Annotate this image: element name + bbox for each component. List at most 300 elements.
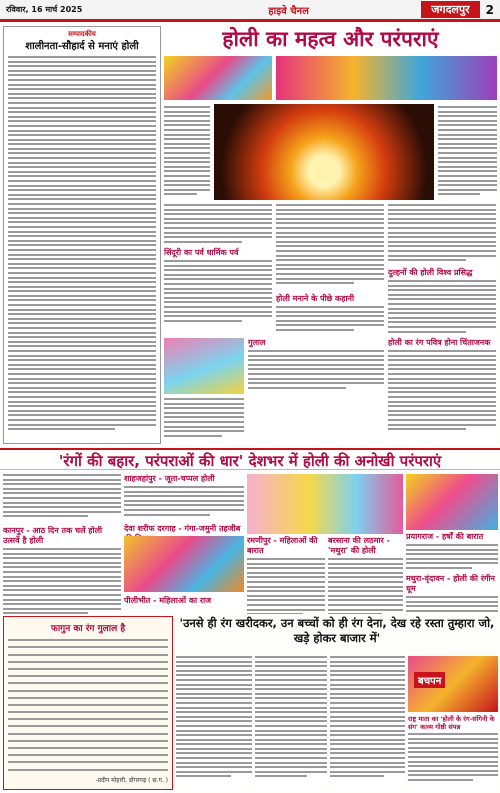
text-line	[164, 166, 210, 168]
text-line	[8, 212, 156, 214]
text-line	[176, 725, 252, 727]
page-number: 2	[485, 2, 494, 17]
poem-line	[8, 646, 168, 648]
text-line	[8, 378, 156, 380]
text-line	[388, 317, 496, 319]
text-line	[3, 479, 121, 481]
holi-column-1c	[164, 260, 272, 322]
text-line	[388, 350, 496, 352]
text-line	[276, 320, 384, 322]
text-line	[3, 571, 121, 573]
text-line	[8, 396, 156, 398]
text-line	[406, 567, 472, 569]
poem-line	[8, 654, 168, 656]
text-line	[255, 766, 327, 768]
text-line	[330, 716, 405, 718]
holi-photo-colors	[164, 56, 272, 100]
text-line	[3, 506, 121, 508]
text-line	[3, 548, 121, 550]
text-line	[438, 189, 497, 191]
text-line	[330, 684, 405, 686]
text-line	[408, 751, 498, 753]
text-line	[8, 116, 156, 118]
text-line	[438, 120, 497, 122]
subhead-story: होली मनाने के पीछे कहानी	[276, 294, 355, 303]
text-line	[8, 424, 156, 426]
text-line	[388, 382, 496, 384]
text-line	[276, 232, 384, 234]
text-line	[330, 775, 384, 777]
text-line	[255, 661, 327, 663]
text-line	[330, 748, 405, 750]
text-line	[176, 661, 252, 663]
text-line	[276, 306, 384, 308]
text-line	[164, 222, 272, 224]
holi-column-2	[276, 204, 384, 284]
text-line	[388, 419, 496, 421]
text-line	[176, 711, 252, 713]
text-line	[3, 511, 121, 513]
text-line	[276, 324, 384, 326]
text-line	[164, 209, 272, 211]
text-line	[8, 84, 156, 86]
text-line	[8, 410, 156, 412]
traditions-headline: 'रंगों की बहार, परंपराओं की धार' देशभर में होली की अनोखी परंपराएं	[58, 452, 442, 470]
text-line	[408, 742, 498, 744]
text-line	[255, 762, 327, 764]
text-line	[3, 483, 121, 485]
text-line	[164, 416, 244, 418]
text-line	[406, 610, 498, 612]
text-line	[276, 255, 384, 257]
text-line	[276, 222, 384, 224]
text-line	[330, 665, 405, 667]
quote-column-3	[330, 656, 405, 790]
poem-line	[8, 668, 168, 670]
section-intro	[3, 474, 121, 524]
text-line	[408, 733, 498, 735]
text-line	[8, 263, 156, 265]
text-line	[247, 567, 325, 569]
text-line	[388, 396, 496, 398]
text-line	[388, 204, 496, 206]
text-line	[406, 558, 498, 560]
text-line	[255, 688, 327, 690]
text-line	[8, 88, 156, 90]
text-line	[164, 227, 272, 229]
text-line	[8, 93, 156, 95]
poem-line	[8, 740, 168, 742]
text-line	[8, 157, 156, 159]
text-line	[438, 106, 497, 108]
text-line	[388, 285, 496, 287]
poem-line	[8, 697, 168, 699]
text-line	[255, 771, 327, 773]
holi-column-1	[164, 106, 210, 195]
text-line	[164, 301, 272, 303]
text-line	[328, 609, 403, 611]
text-line	[388, 218, 496, 220]
text-line	[8, 322, 156, 324]
text-line	[276, 315, 384, 317]
text-line	[388, 222, 496, 224]
text-line	[438, 184, 497, 186]
holi-column-4	[438, 106, 497, 195]
text-line	[176, 752, 252, 754]
text-line	[8, 341, 156, 343]
text-line	[388, 373, 496, 375]
text-line	[276, 241, 384, 243]
text-line	[8, 281, 156, 283]
text-line	[248, 378, 384, 380]
text-line	[164, 204, 272, 206]
text-line	[408, 738, 498, 740]
text-line	[8, 364, 156, 366]
holi-celebration-photo	[406, 474, 498, 530]
text-line	[388, 364, 496, 366]
text-line	[255, 734, 327, 736]
text-line	[328, 613, 382, 614]
section-ramnipur-title: रमणीपुर - महिलाओं की बारात	[247, 536, 318, 555]
text-line	[124, 504, 244, 506]
section-dewa-sharif-title: देवा शरीफ दरगाह - गंगा-जमुनी तहजीब	[124, 524, 241, 533]
text-line	[8, 244, 156, 246]
text-line	[276, 311, 384, 313]
text-line	[330, 725, 405, 727]
text-line	[328, 599, 403, 601]
text-line	[8, 194, 156, 196]
text-line	[388, 298, 496, 300]
text-line	[176, 720, 252, 722]
text-line	[8, 152, 156, 154]
text-line	[164, 189, 210, 191]
text-line	[255, 670, 327, 672]
text-line	[388, 232, 496, 234]
text-line	[3, 603, 121, 605]
text-line	[328, 581, 403, 583]
text-line	[276, 329, 354, 331]
text-line	[388, 387, 496, 389]
text-line	[176, 665, 252, 667]
text-line	[164, 120, 210, 122]
text-line	[388, 331, 466, 333]
text-line	[164, 311, 272, 313]
text-line	[255, 679, 327, 681]
text-line	[406, 553, 498, 555]
text-line	[164, 143, 210, 145]
subhead-concern: होली का रंग पवित्र होना चिंताजनक	[388, 338, 491, 347]
text-line	[248, 387, 346, 389]
text-line	[408, 770, 498, 772]
text-line	[164, 111, 210, 113]
text-line	[176, 757, 252, 759]
text-line	[164, 297, 272, 299]
text-line	[8, 428, 115, 430]
text-line	[255, 757, 327, 759]
text-line	[8, 267, 156, 269]
text-line	[276, 259, 384, 261]
text-line	[8, 74, 156, 76]
poem-lines	[8, 639, 168, 770]
text-line	[408, 774, 498, 776]
text-line	[8, 249, 156, 251]
text-line	[8, 231, 156, 233]
text-line	[247, 599, 325, 601]
text-line	[388, 236, 496, 238]
text-line	[248, 364, 384, 366]
text-line	[330, 743, 405, 745]
text-line	[8, 120, 156, 122]
masthead	[0, 0, 500, 22]
text-line	[8, 401, 156, 403]
text-line	[176, 716, 252, 718]
holi-photo-gulal	[164, 338, 244, 394]
text-line	[247, 572, 325, 574]
section-top-right	[406, 474, 498, 530]
text-line	[330, 707, 405, 709]
text-line	[176, 707, 252, 709]
text-line	[8, 217, 156, 219]
subhead-gulal: गुलाल	[248, 338, 266, 347]
text-line	[247, 558, 325, 560]
edition-city: जगदलपुर	[421, 1, 479, 18]
text-line	[406, 549, 498, 551]
text-line	[408, 747, 498, 749]
text-line	[3, 612, 88, 614]
text-line	[3, 576, 121, 578]
text-line	[164, 236, 272, 238]
text-line	[438, 147, 497, 149]
text-line	[328, 558, 403, 560]
text-line	[276, 245, 384, 247]
text-line	[8, 368, 156, 370]
text-line	[8, 359, 156, 361]
text-line	[388, 321, 496, 323]
section-barsana-title: बरसाना की लठमार - 'मथुरा' की होली	[328, 536, 390, 555]
text-line	[176, 693, 252, 695]
kavya-goshthi-badge: बचपन	[414, 672, 445, 688]
text-line	[164, 193, 197, 195]
text-line	[124, 491, 244, 493]
text-line	[388, 378, 496, 380]
kavya-goshthi-box	[408, 656, 498, 790]
text-line	[164, 138, 210, 140]
text-line	[328, 576, 403, 578]
text-line	[8, 286, 156, 288]
text-line	[247, 609, 325, 611]
text-line	[388, 213, 496, 215]
text-line	[164, 407, 244, 409]
text-line	[8, 277, 156, 279]
text-line	[176, 697, 252, 699]
text-line	[3, 599, 121, 601]
text-line	[3, 497, 121, 499]
text-line	[248, 373, 384, 375]
text-line	[8, 70, 156, 72]
text-line	[164, 398, 244, 400]
quote-column-2	[255, 656, 327, 790]
text-line	[438, 170, 497, 172]
text-line	[164, 426, 244, 428]
text-line	[8, 143, 156, 145]
text-line	[164, 129, 210, 131]
poem-line	[8, 769, 168, 771]
text-line	[8, 391, 156, 393]
text-line	[388, 359, 496, 361]
subhead-sindoor: सिंदूरी का पर्व धार्मिक पर्व	[164, 248, 239, 257]
text-line	[164, 430, 244, 432]
quote-headline-box	[176, 616, 498, 652]
kavya-goshthi-photo	[408, 656, 498, 712]
text-line	[164, 184, 210, 186]
text-line	[330, 720, 405, 722]
text-line	[164, 260, 272, 262]
section-shahjahanpur-title: शाहजहांपुर - जूता-चप्पल होली	[124, 474, 215, 483]
text-line	[8, 166, 156, 168]
text-line	[3, 557, 121, 559]
text-line	[438, 166, 497, 168]
text-line	[176, 684, 252, 686]
text-line	[248, 355, 384, 357]
text-line	[164, 175, 210, 177]
text-line	[8, 203, 156, 205]
text-line	[330, 739, 405, 741]
text-line	[330, 711, 405, 713]
poem-line	[8, 754, 168, 756]
text-line	[8, 134, 156, 136]
text-line	[3, 566, 121, 568]
text-line	[406, 596, 498, 598]
poem-line	[8, 718, 168, 720]
text-line	[248, 359, 384, 361]
text-line	[176, 771, 252, 773]
text-line	[330, 670, 405, 672]
text-line	[176, 775, 231, 777]
text-line	[247, 563, 325, 565]
text-line	[8, 130, 156, 132]
text-line	[8, 171, 156, 173]
text-line	[388, 355, 496, 357]
poem-line	[8, 675, 168, 677]
text-line	[408, 761, 498, 763]
text-line	[176, 670, 252, 672]
text-line	[164, 283, 272, 285]
text-line	[8, 299, 156, 301]
text-line	[124, 486, 244, 488]
text-line	[8, 332, 156, 334]
text-line	[438, 138, 497, 140]
text-line	[8, 318, 156, 320]
text-line	[8, 350, 156, 352]
quote-column-1	[176, 656, 252, 790]
text-line	[255, 697, 327, 699]
text-line	[176, 674, 252, 676]
text-line	[255, 743, 327, 745]
text-line	[8, 162, 156, 164]
text-line	[176, 739, 252, 741]
text-line	[164, 435, 222, 437]
section-mathura-title: मथुरा-वृंदावन - होली की रंगीन धूम	[406, 574, 495, 593]
text-line	[124, 495, 244, 497]
text-line	[247, 604, 325, 606]
text-line	[328, 563, 403, 565]
holi-column-2b	[276, 306, 384, 331]
text-line	[255, 665, 327, 667]
text-line	[408, 765, 498, 767]
text-line	[406, 562, 498, 564]
text-line	[247, 576, 325, 578]
text-line	[330, 693, 405, 695]
text-line	[255, 674, 327, 676]
section-prayagraj-title: प्रयागराज - हर्षों की बारात	[406, 532, 484, 541]
text-line	[438, 111, 497, 113]
text-line	[176, 702, 252, 704]
text-line	[328, 586, 403, 588]
text-line	[124, 509, 244, 511]
text-line	[388, 289, 496, 291]
poem-line	[8, 690, 168, 692]
text-line	[388, 312, 496, 314]
text-line	[8, 414, 156, 416]
text-line	[164, 180, 210, 182]
text-line	[388, 250, 496, 252]
poem-line	[8, 725, 168, 727]
poem-line	[8, 682, 168, 684]
text-line	[164, 306, 272, 308]
text-line	[388, 303, 496, 305]
text-line	[8, 102, 156, 104]
text-line	[330, 757, 405, 759]
text-line	[3, 589, 121, 591]
text-line	[388, 245, 496, 247]
text-line	[8, 56, 156, 58]
text-line	[8, 235, 156, 237]
text-line	[276, 204, 384, 206]
text-line	[247, 590, 325, 592]
text-line	[328, 604, 403, 606]
text-line	[276, 213, 384, 215]
text-line	[438, 134, 497, 136]
text-line	[164, 315, 272, 317]
text-line	[406, 605, 498, 607]
text-line	[176, 766, 252, 768]
text-line	[330, 674, 405, 676]
text-line	[388, 424, 496, 426]
text-line	[8, 254, 156, 256]
text-line	[255, 775, 307, 777]
text-line	[255, 707, 327, 709]
text-line	[8, 175, 156, 177]
text-line	[276, 268, 384, 270]
text-line	[8, 304, 156, 306]
text-line	[3, 474, 121, 476]
text-line	[438, 143, 497, 145]
text-line	[176, 730, 252, 732]
text-line	[164, 403, 244, 405]
text-line	[248, 368, 384, 370]
text-line	[164, 161, 210, 163]
text-line	[8, 355, 156, 357]
text-line	[164, 170, 210, 172]
text-line	[438, 129, 497, 131]
issue-date: रविवार, 16 मार्च 2025	[6, 5, 83, 14]
text-line	[8, 148, 156, 150]
text-line	[164, 412, 244, 414]
text-line	[388, 209, 496, 211]
text-line	[330, 734, 405, 736]
poem-title: फागुन का रंग गुलाल है	[50, 624, 126, 634]
text-line	[438, 175, 497, 177]
